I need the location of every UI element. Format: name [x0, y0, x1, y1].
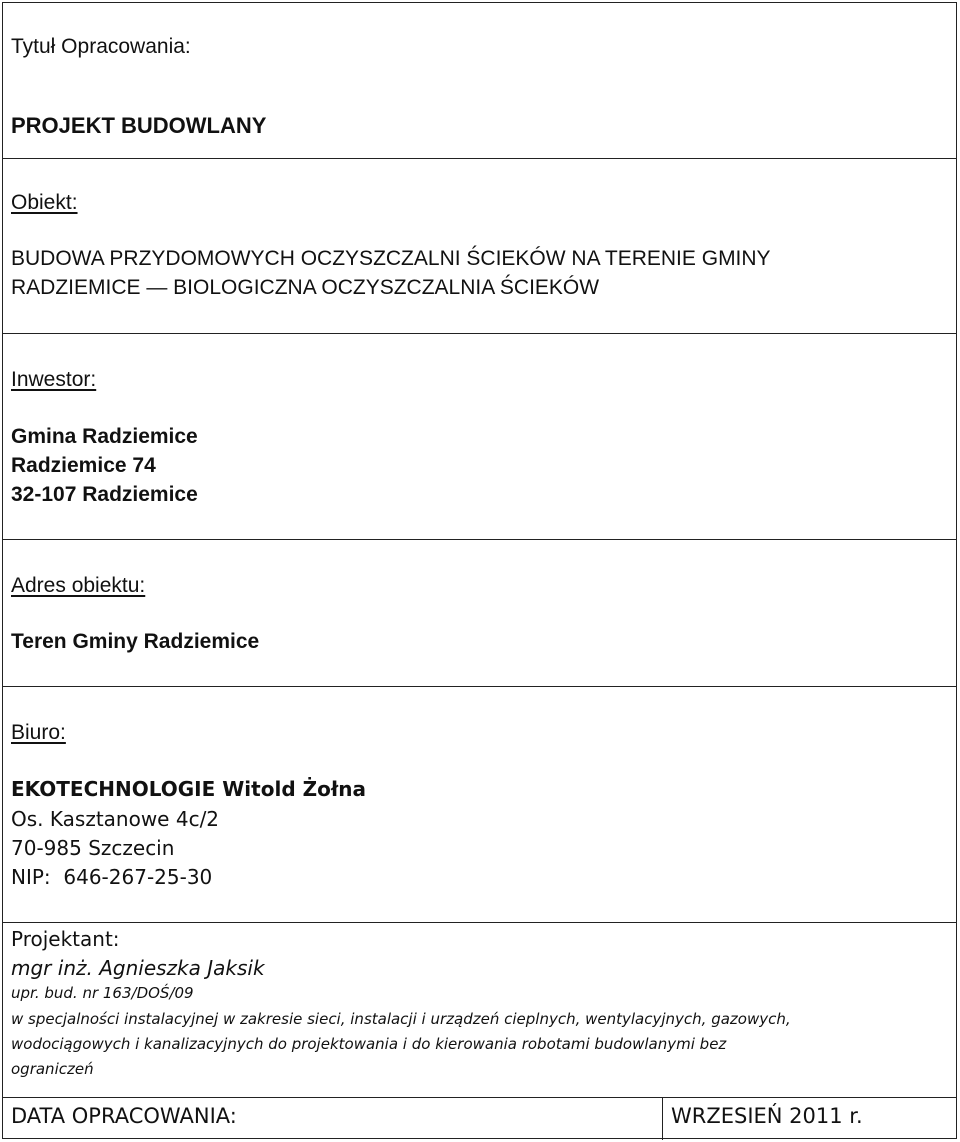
office-address-line-1: Os. Kasztanowe 4c/2: [11, 807, 220, 831]
office-name: EKOTECHNOLOGIE Witold Żołna: [11, 777, 366, 801]
title-page-form: [2, 2, 957, 1139]
date-label-cell: [3, 1098, 663, 1140]
date-value-cell: [663, 1098, 956, 1140]
date-label: DATA OPRACOWANIA:: [11, 1104, 237, 1128]
designer-name: mgr inż. Agnieszka Jaksik: [11, 956, 265, 980]
investor-section: [3, 334, 956, 540]
designer-label: Projektant:: [11, 927, 120, 951]
designer-scope-line-1: w specjalności instalacyjnej w zakresie sieci, instalacji i urządzeń cieplnych, wentylacyjnych, gazowych,: [11, 1010, 791, 1028]
designer-scope-line-3: ograniczeń: [11, 1060, 94, 1078]
investor-line-2: Radziemice 74: [11, 454, 156, 477]
date-value: WRZESIEŃ 2011 r.: [671, 1104, 863, 1128]
object-section: [3, 159, 956, 334]
office-section: [3, 687, 956, 923]
investor-line-1: Gmina Radziemice: [11, 425, 198, 448]
address-section: [3, 540, 956, 687]
title-label: Tytuł Opracowania:: [11, 35, 191, 58]
investor-label: Inwestor:: [11, 368, 97, 391]
object-line-1: BUDOWA PRZYDOMOWYCH OCZYSZCZALNI ŚCIEKÓW NA TERENIE GMINY: [11, 247, 771, 270]
designer-scope-line-2: wodociągowych i kanalizacyjnych do projektowania i do kierowania robotami budowlanymi bez: [11, 1035, 727, 1053]
office-nip: NIP: 646-267-25-30: [11, 865, 213, 889]
designer-section: [3, 923, 956, 1097]
title-value: PROJEKT BUDOWLANY: [11, 113, 267, 138]
date-row: [3, 1097, 956, 1140]
address-label: Adres obiektu:: [11, 574, 146, 597]
designer-license: upr. bud. nr 163/DOŚ/09: [11, 984, 194, 1002]
object-line-2: RADZIEMICE — BIOLOGICZNA OCZYSZCZALNIA ŚCIEKÓW: [11, 276, 600, 299]
object-label: Obiekt:: [11, 191, 78, 214]
title-section: [3, 3, 956, 159]
office-address-line-2: 70-985 Szczecin: [11, 836, 175, 860]
investor-line-3: 32-107 Radziemice: [11, 483, 198, 506]
address-value: Teren Gminy Radziemice: [11, 630, 260, 653]
office-label: Biuro:: [11, 721, 66, 744]
